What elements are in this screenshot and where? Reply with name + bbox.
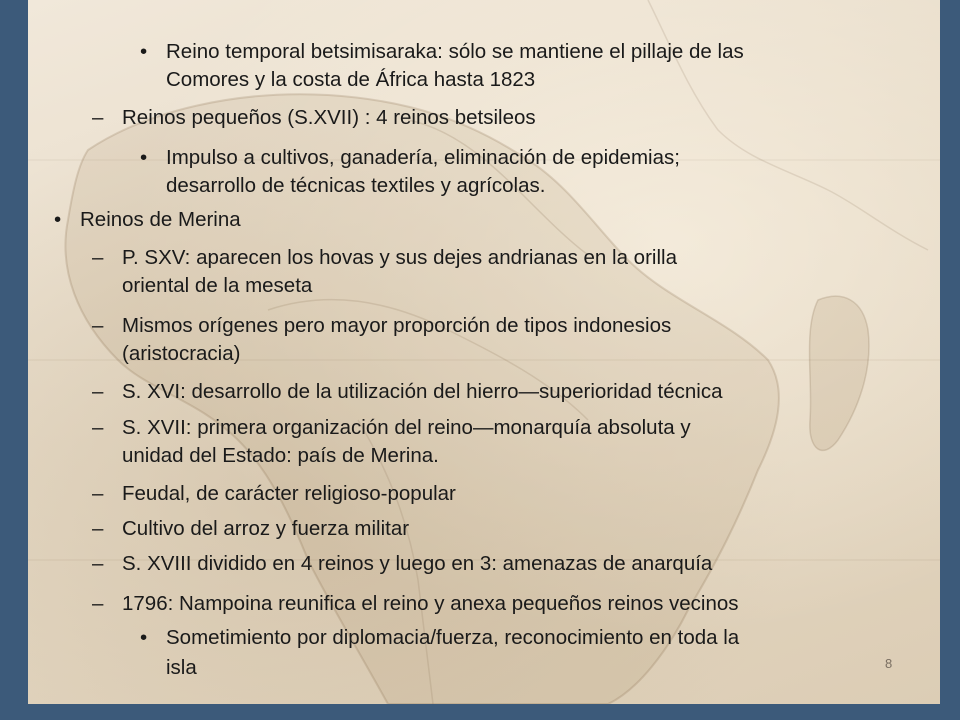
dash-text-line: Reinos pequeños (S.XVII) : 4 reinos betsileos (122, 106, 536, 129)
dash-text-line: unidad del Estado: país de Merina. (122, 444, 439, 467)
dash-text-line: Cultivo del arroz y fuerza militar (122, 517, 410, 540)
dash-marker: – (92, 246, 104, 269)
bullet-text-line: Comores y la costa de África hasta 1823 (166, 68, 536, 91)
dash-marker: – (92, 517, 104, 540)
bullet-text-line: desarrollo de técnicas textiles y agrícolas. (166, 174, 546, 197)
dash-text-line: (aristocracia) (122, 342, 241, 365)
bullet-marker: • (140, 626, 148, 649)
bullet-marker: • (140, 146, 148, 169)
dash-text-line: oriental de la meseta (122, 274, 313, 297)
dash-text-line: S. XVIII dividido en 4 reinos y luego en 3: amenazas de anarquía (122, 552, 713, 575)
dash-marker: – (92, 592, 104, 615)
bullet-text-line: Reinos de Merina (80, 208, 241, 231)
dash-marker: – (92, 380, 104, 403)
bullet-text-line: isla (166, 656, 197, 679)
content-panel (28, 0, 940, 704)
dash-marker: – (92, 314, 104, 337)
dash-marker: – (92, 482, 104, 505)
dash-text-line: Feudal, de carácter religioso-popular (122, 482, 456, 505)
dash-text-line: P. SXV: aparecen los hovas y sus dejes andrianas en la orilla (122, 246, 677, 269)
bullet-text-line: Reino temporal betsimisaraka: sólo se mantiene el pillaje de las (166, 40, 744, 63)
dash-text-line: 1796: Nampoina reunifica el reino y anexa pequeños reinos vecinos (122, 592, 739, 615)
slide-text-area (28, 0, 940, 704)
dash-marker: – (92, 416, 104, 439)
dash-text-line: S. XVII: primera organización del reino—monarquía absoluta y (122, 416, 691, 439)
bullet-marker: • (54, 208, 62, 231)
bullet-text-line: Sometimiento por diplomacia/fuerza, reconocimiento en toda la (166, 626, 740, 649)
page-number: 8 (885, 656, 893, 671)
bullet-text-line: Impulso a cultivos, ganadería, eliminación de epidemias; (166, 146, 680, 169)
dash-text-line: Mismos orígenes pero mayor proporción de tipos indonesios (122, 314, 672, 337)
dash-marker: – (92, 106, 104, 129)
dash-marker: – (92, 552, 104, 575)
dash-text-line: S. XVI: desarrollo de la utilización del hierro—superioridad técnica (122, 380, 723, 403)
bullet-marker: • (140, 40, 148, 63)
